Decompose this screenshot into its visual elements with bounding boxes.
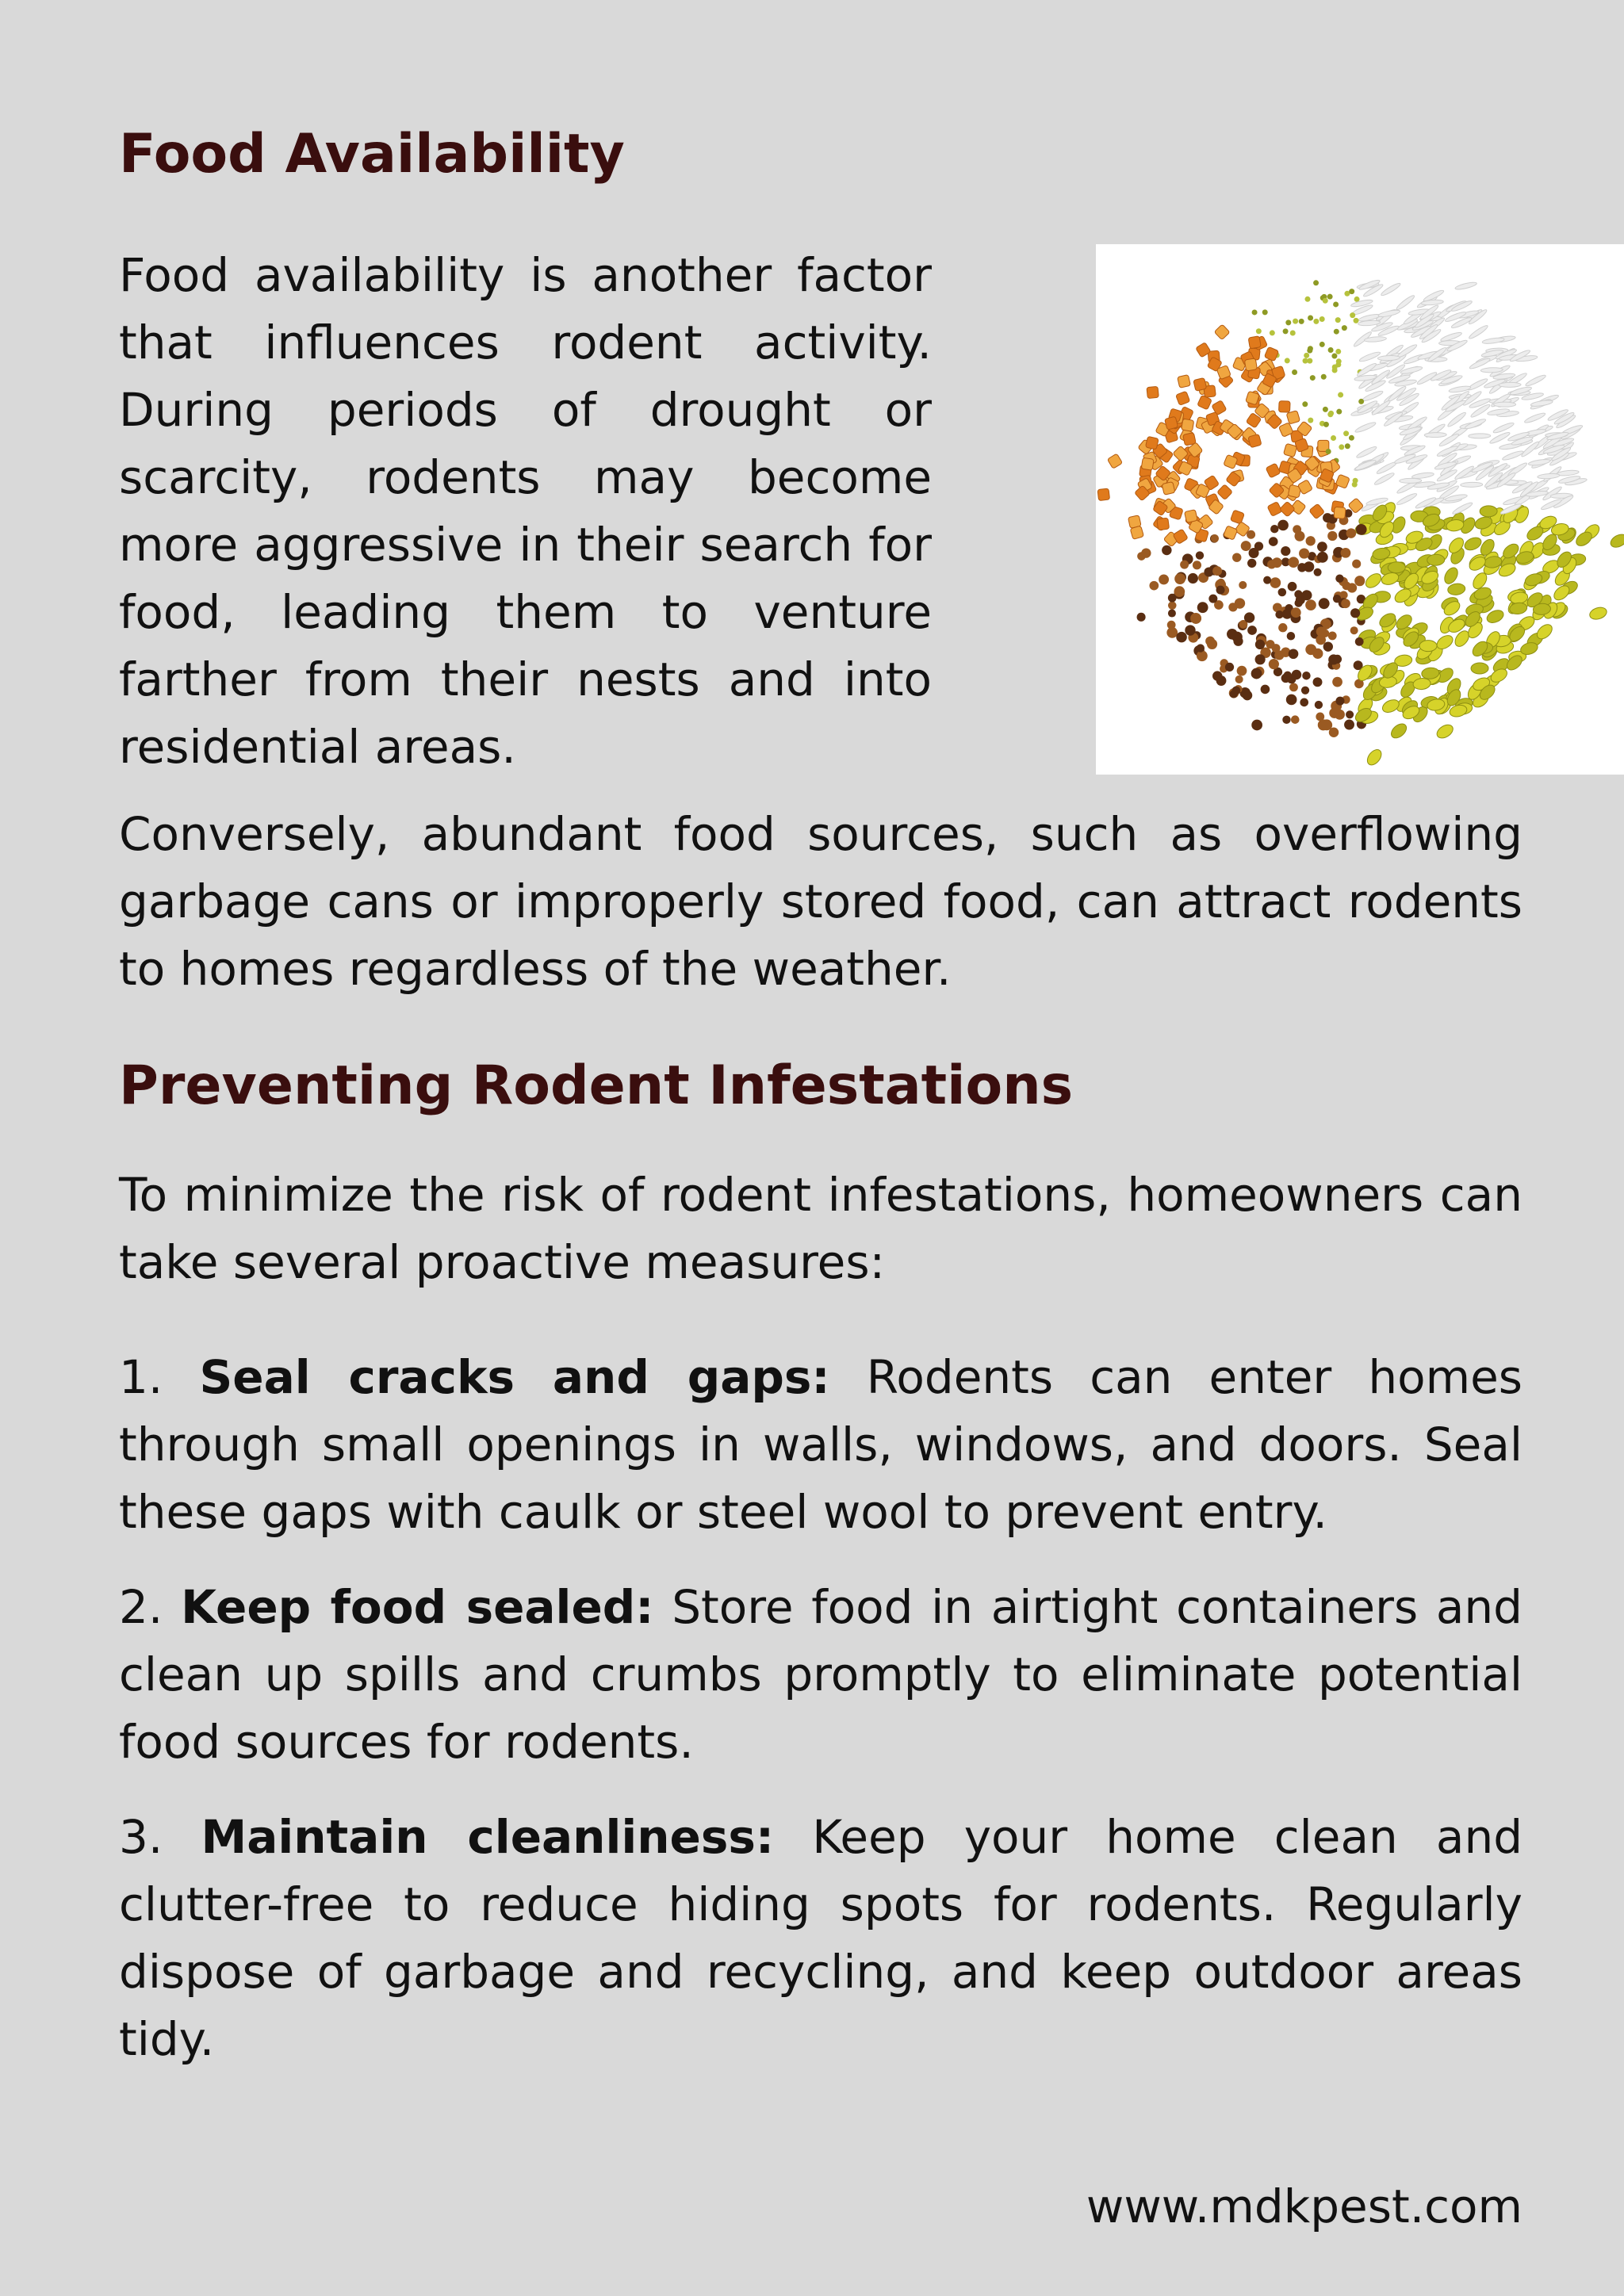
list-item [119, 1804, 1522, 2073]
list-item [119, 1574, 1522, 1776]
page [119, 0, 1522, 2296]
list-item-text: Store food in airtight containers and clean up spills and crumbs promptly to eliminate potential food sources for rodents. [119, 1580, 1522, 1769]
list-item-title: Keep food sealed: [181, 1580, 654, 1634]
paragraph-abundant-food: Conversely, abundant food sources, such as overflowing garbage cans or improperly stored food, can attract rodents to homes regardless of the weather. [119, 807, 1522, 996]
list-item-text: Rodents can enter homes through small openings in walls, windows, and doors. Seal these gaps with caulk or steel wool to prevent entry. [119, 1350, 1522, 1539]
list-item-title: Seal cracks and gaps: [199, 1350, 830, 1404]
paragraph-prevention-intro: To minimize the risk of rodent infestations, homeowners can take several proactive measures: [119, 1168, 1522, 1289]
footer-website: www.mdkpest.com [1086, 2179, 1522, 2233]
grain-pie-icon [1096, 244, 1624, 775]
paragraph-food-availability: Food availability is another factor that influences rodent activity. During periods of drought or scarcity, rodents may become more aggressive in their search for food, leading them to venture farther from their nests and into residential areas. [119, 248, 932, 774]
list-item-number: 1. [119, 1350, 163, 1404]
list-item-number: 2. [119, 1580, 163, 1634]
list-item-number: 3. [119, 1810, 163, 1864]
list-item-title: Maintain cleanliness: [201, 1810, 775, 1864]
section-heading-food-availability: Food Availability [119, 123, 625, 186]
list-item [119, 1344, 1522, 1546]
section-heading-preventing-infestations: Preventing Rodent Infestations [119, 1054, 1074, 1117]
list-item-text: Keep your home clean and clutter-free to reduce hiding spots for rodents. Regularly dispose of garbage and recycling, and keep outdoor areas tidy. [119, 1810, 1523, 2066]
